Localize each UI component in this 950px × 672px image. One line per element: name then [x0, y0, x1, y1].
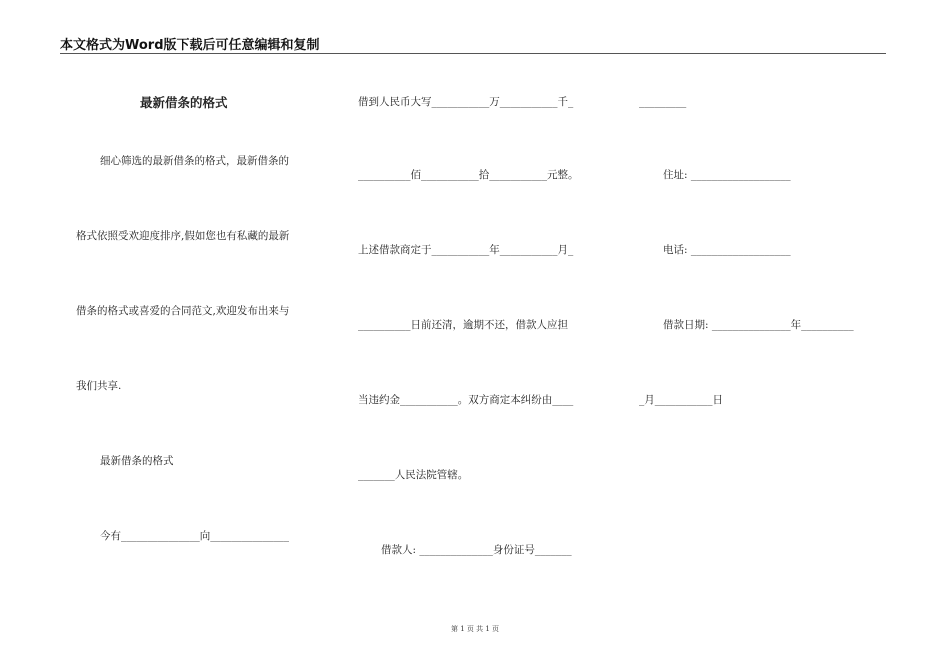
right-line-5: _月___________日	[639, 394, 723, 406]
right-line-1: _________	[639, 96, 687, 108]
left-line-5: 最新借条的格式	[100, 455, 174, 467]
left-line-3: 借条的格式或喜爱的合同范文,欢迎发布出来与	[76, 305, 290, 317]
page-header	[60, 34, 886, 54]
middle-line-6: _______人民法院管辖。	[358, 469, 469, 481]
document-title: 最新借条的格式	[140, 95, 228, 110]
header-title: 本文格式为Word版下载后可任意编辑和复制	[60, 38, 320, 53]
left-line-6: 今有_______________向_______________	[100, 530, 289, 542]
left-line-2: 格式依照受欢迎度排序,假如您也有私藏的最新	[76, 230, 290, 242]
left-line-4: 我们共享.	[76, 380, 122, 392]
middle-line-3: 上述借款商定于___________年___________月_	[358, 244, 574, 256]
middle-line-2: __________佰___________拾___________元整。	[358, 169, 579, 181]
left-line-1: 细心筛选的最新借条的格式，最新借条的	[100, 155, 289, 167]
right-line-2: 住址: ___________________	[663, 169, 791, 181]
right-line-3: 电话: ___________________	[663, 244, 791, 256]
middle-line-4: __________日前还清，逾期不还，借款人应担	[358, 319, 568, 331]
middle-line-7: 借款人: ______________身份证号_______	[381, 544, 572, 556]
page-footer: 第 1 页 共 1 页	[450, 625, 500, 633]
middle-line-1: 借到人民币大写___________万___________千_	[358, 96, 574, 108]
right-line-4: 借款日期: _______________年__________	[663, 319, 854, 331]
middle-line-5: 当违约金___________。双方商定本纠纷由____	[358, 394, 574, 406]
